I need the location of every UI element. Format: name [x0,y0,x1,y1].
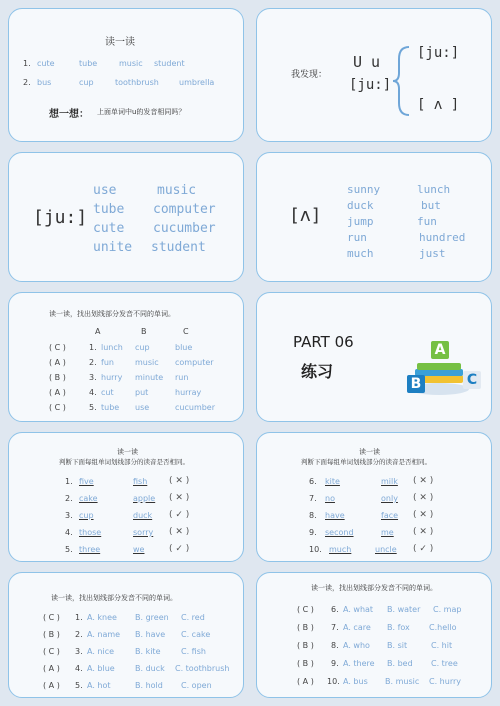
ipa-ju: [ju:] [33,207,88,228]
j4-word-1: those [79,528,102,537]
q4-a: cut [101,388,114,397]
b-num-1: 1. [75,613,83,622]
row-2-word-3: toothbrush [115,78,159,87]
j5-word-1: three [79,545,101,554]
c-answer-8: ( B ) [297,641,314,650]
c6-b: B. water [387,605,421,614]
ju-word-2: tube [93,202,125,217]
c-num-10: 10. [327,677,340,686]
card-odd-one-out-2 [8,572,244,698]
b-answer-5: ( A ) [43,681,60,690]
header-b: B [141,327,147,336]
j-num-8: 8. [309,511,317,520]
b-answer-4: ( A ) [43,664,60,673]
answer-4: ( A ) [49,388,66,397]
q1-b: cup [135,343,150,352]
b-num-2: 2. [75,630,83,639]
j9-word-2: me [381,528,394,537]
q5-b: use [135,403,150,412]
j3-word-1: cup [79,511,94,520]
header-a: A [95,327,101,336]
c-answer-10: ( A ) [297,677,314,686]
c10-b: B. music [385,677,420,686]
q3-c: run [175,373,189,382]
j7-word-2: only [381,494,398,503]
q5-c: cucumber [175,403,216,412]
ju-word-6: computer [153,202,216,217]
c8-b: B. sit [387,641,408,650]
j6-word-2: milk [381,477,398,486]
c7-a: A. care [343,623,371,632]
j-num-7: 7. [309,494,317,503]
j7-mark: ( ✕ ) [413,493,434,503]
j6-word-1: kite [325,477,340,486]
row-2-word-4: umbrella [179,78,215,87]
row-1-word-1: cute [37,59,55,68]
card-title: 读一读，找出划线部分发音不同的单词。 [51,594,177,602]
j1-mark: ( ✕ ) [169,476,190,486]
c-num-8: 8. [331,641,339,650]
b5-b: B. hold [135,681,163,690]
c9-b: B. bed [387,659,413,668]
j2-mark: ( ✕ ) [169,493,190,503]
ju-word-5: music [157,183,197,198]
c-answer-6: ( C ) [297,605,314,614]
discovery-label: 我发现： [291,70,328,80]
ju-word-7: cucumber [153,221,216,236]
a-word-8: fun [417,215,437,228]
a-word-7: but [421,199,441,212]
row-2-word-1: bus [37,78,52,87]
a-word-10: just [419,247,446,260]
b4-c: C. toothbrush [175,664,230,673]
q-num-1: 1. [89,343,97,352]
b5-a: A. hot [87,681,111,690]
a-word-2: duck [347,199,374,212]
b1-c: C. red [181,613,205,622]
card-odd-one-out-abc [8,292,244,422]
ju-word-8: student [151,240,206,255]
c10-a: A. bus [343,677,368,686]
j4-mark: ( ✕ ) [169,527,190,537]
card-ju-words [8,152,244,282]
j3-word-2: duck [133,511,153,520]
j3-mark: ( ✓ ) [169,510,190,520]
a-word-9: hundred [419,231,466,244]
block-letter-a: A [431,341,449,359]
card-title: 读一读 [359,448,380,456]
c-answer-9: ( B ) [297,659,314,668]
ju-word-1: use [93,183,117,198]
card-title: 读一读 [117,448,138,456]
c8-c: C. hit [431,641,453,650]
q-num-4: 4. [89,388,97,397]
c6-a: A. what [343,605,374,614]
card-part-06 [256,292,492,422]
ipa-a: [ʌ] [289,205,322,226]
j-num-3: 3. [65,511,73,520]
ipa-left: [ju:] [349,77,392,93]
a-word-5: much [347,247,374,260]
card-read-compare [8,8,244,142]
b-answer-2: ( B ) [43,630,60,639]
j-num-1: 1. [65,477,73,486]
j1-word-1: five [79,477,94,486]
q3-b: minute [135,373,164,382]
q1-c: blue [175,343,193,352]
c7-c: C.hello [429,623,457,632]
j-num-10: 10. [309,545,322,554]
q2-b: music [135,358,159,367]
q2-c: computer [175,358,214,367]
think-label: 想一想： [49,109,89,120]
b2-b: B. have [135,630,166,639]
j-num-2: 2. [65,494,73,503]
q5-a: tube [101,403,120,412]
b2-c: C. cake [181,630,211,639]
part-number: PART 06 [293,333,354,351]
card-discovery [256,8,492,142]
b1-a: A. knee [87,613,117,622]
q-num-3: 3. [89,373,97,382]
j-num-4: 4. [65,528,73,537]
j10-word-2: uncle [375,545,397,554]
b-num-5: 5. [75,681,83,690]
j9-mark: ( ✕ ) [413,527,434,537]
b-num-3: 3. [75,647,83,656]
j-num-9: 9. [309,528,317,537]
row-2-word-2: cup [79,78,94,87]
part-label: 练习 [301,362,334,381]
brace-icon [391,45,411,117]
answer-3: ( B ) [49,373,66,382]
block-letter-b: B [407,375,425,393]
j10-mark: ( ✓ ) [413,544,434,554]
ipa-top: [ju:] [417,45,460,61]
card-title: 读一读，找出划线部分发音不同的单词。 [311,584,437,592]
c8-a: A. who [343,641,370,650]
q2-a: fun [101,358,114,367]
card-subtitle: 判断下面每组单词划线部分的读音是否相同。 [59,458,189,466]
b3-b: B. kite [135,647,161,656]
header-c: C [183,327,189,336]
j1-word-2: fish [133,477,148,486]
card-a-words [256,152,492,282]
ipa-bottom: [ ʌ ] [417,97,460,113]
card-odd-one-out-3 [256,572,492,698]
a-word-6: lunch [417,183,451,196]
row-1-word-2: tube [79,59,98,68]
j-num-6: 6. [309,477,317,486]
c9-c: C. tree [431,659,458,668]
c6-c: C. map [433,605,462,614]
q3-a: hurry [101,373,123,382]
j6-mark: ( ✕ ) [413,476,434,486]
row-1-word-4: student [154,59,185,68]
letter-uu: U u [353,53,381,71]
b-answer-1: ( C ) [43,613,60,622]
card-judge-2 [256,432,492,562]
a-word-1: sunny [347,183,381,196]
b4-a: A. blue [87,664,115,673]
b-answer-3: ( C ) [43,647,60,656]
j8-word-1: have [325,511,345,520]
answer-2: ( A ) [49,358,66,367]
b-num-4: 4. [75,664,83,673]
block-letter-c: C [463,371,481,389]
j7-word-1: no [325,494,335,503]
c-num-6: 6. [331,605,339,614]
j2-word-1: cake [79,494,98,503]
j-num-5: 5. [65,545,73,554]
b4-b: B. duck [135,664,165,673]
q4-b: put [135,388,149,397]
a-word-3: jump [347,215,374,228]
ju-word-4: unite [93,240,133,255]
row-1-word-3: music [119,59,143,68]
c-num-7: 7. [331,623,339,632]
j8-word-2: face [381,511,399,520]
b2-a: A. name [87,630,121,639]
c10-c: C. hurry [429,677,461,686]
q-num-5: 5. [89,403,97,412]
answer-5: ( C ) [49,403,66,412]
ju-word-3: cute [93,221,125,236]
row-2-num: 2. [23,78,31,87]
j5-word-2: we [133,545,145,554]
b5-c: C. open [181,681,212,690]
answer-1: ( C ) [49,343,66,352]
q1-a: lunch [101,343,123,352]
card-title: 读一读，找出划线部分发音不同的单词。 [49,310,175,318]
q-num-2: 2. [89,358,97,367]
j8-mark: ( ✕ ) [413,510,434,520]
j10-word-1: much [329,545,352,554]
j4-word-2: sorry [133,528,154,537]
think-text: 上面单词中u的发音相同吗？ [97,108,186,116]
card-subtitle: 判断下面每组单词划线部分的读音是否相同。 [301,458,431,466]
j9-word-1: second [325,528,354,537]
a-word-4: run [347,231,367,244]
row-1-num: 1. [23,59,31,68]
c9-a: A. there [343,659,375,668]
b3-c: C. fish [181,647,206,656]
b3-a: A. nice [87,647,115,656]
b1-b: B. green [135,613,169,622]
c7-b: B. fox [387,623,410,632]
j2-word-2: apple [133,494,156,503]
j5-mark: ( ✓ ) [169,544,190,554]
c-num-9: 9. [331,659,339,668]
card-title: 读一读 [105,37,135,48]
q4-c: hurray [175,388,202,397]
card-judge-1 [8,432,244,562]
c-answer-7: ( B ) [297,623,314,632]
